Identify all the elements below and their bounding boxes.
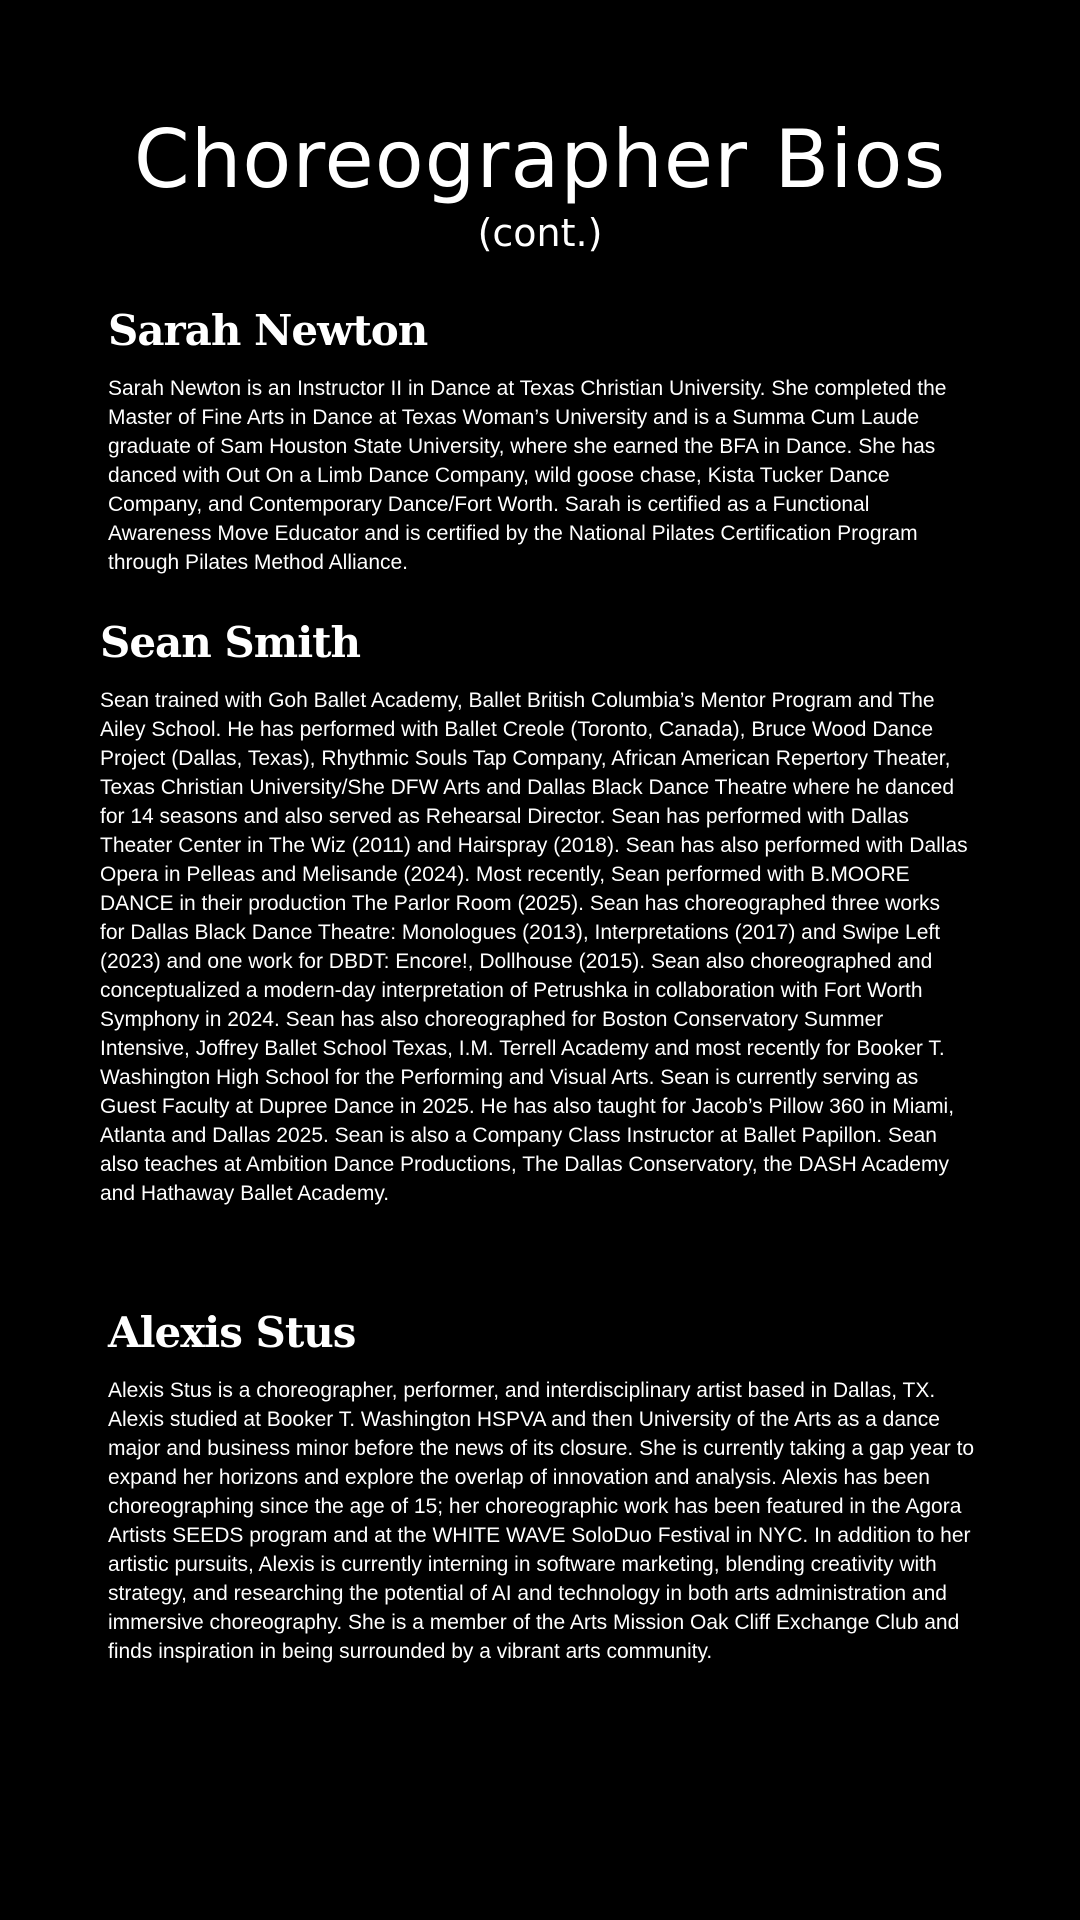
bio-text: Alexis Stus is a choreographer, performer, and interdisciplinary artist based in Dallas, TX. Alexis studied at Booker T. Washington HSPVA and then University of the Arts as a dance major and business minor before the news of its closure. She is currently taking a gap year to expand her horizons and explore the overlap of innovation and analysis. Alexis has been choreographing since the age of 15; her choreographic work has been featured in the Agora Artists SEEDS program and at the WHITE WAVE SoloDuo Festival in NYC. In addition to her artistic pursuits, Alexis is currently interning in software marketing, blending creativity with strategy, and researching the potential of AI and technology in both arts administration and immersive choreography. She is a member of the Arts Mission Oak Cliff Exchange Club and finds inspiration in being surrounded by a vibrant arts community. bbox=[108, 1379, 975, 1663]
bio-name: Alexis Stus bbox=[108, 1308, 356, 1357]
bio-name: Sarah Newton bbox=[108, 306, 428, 355]
page-title: Choreographer Bios bbox=[133, 113, 947, 206]
page-subtitle: (cont.) bbox=[477, 211, 603, 255]
bio-text: Sarah Newton is an Instructor II in Dance at Texas Christian University. She completed the Master of Fine Arts in Dance at Texas Woman’s University and is a Summa Cum Laude graduate of Sam Houston State University, where she earned the BFA in Dance. She has danced with Out On a Limb Dance Company, wild goose chase, Kista Tucker Dance Company, and Contemporary Dance/Fort Worth. Sarah is certified as a Functional Awareness Move Educator and is certified by the National Pilates Certification Program through Pilates Method Alliance. bbox=[108, 377, 947, 574]
bio-alexis-stus bbox=[108, 1308, 976, 1666]
bio-sarah-newton bbox=[108, 306, 976, 577]
bio-name: Sean Smith bbox=[100, 618, 361, 667]
bio-text: Sean trained with Goh Ballet Academy, Ballet British Columbia’s Mentor Program and The Ailey School. He has performed with Ballet Creole (Toronto, Canada), Bruce Wood Dance Project (Dallas, Texas), Rhythmic Souls Tap Company, African American Repertory Theater, Texas Christian University/She DFW Arts and Dallas Black Dance Theatre where he danced for 14 seasons and also served as Rehearsal Director. Sean has performed with Dallas Theater Center in The Wiz (2011) and Hairspray (2018). Sean has also performed with Dallas Opera in Pelleas and Melisande (2024). Most recently, Sean performed with B.MOORE DANCE in their production The Parlor Room (2025). Sean has choreographed three works for Dallas Black Dance Theatre: Monologues (2013), Interpretations (2017) and Swipe Left (2023) and one work for DBDT: Encore!, Dollhouse (2015). Sean also choreographed and conceptualized a modern-day interpretation of Petrushka in collaboration with Fort Worth Symphony in 2024. Sean has also choreographed for Boston Conservatory Summer Intensive, Joffrey Ballet School Texas, I.M. Terrell Academy and most recently for Booker T. Washington High School for the Performing and Visual Arts. Sean is currently serving as Guest Faculty at Dupree Dance in 2025. He has also taught for Jacob’s Pillow 360 in Miami, Atlanta and Dallas 2025. Sean is also a Company Class Instructor at Ballet Papillon. Sean also teaches at Ambition Dance Productions, The Dallas Conservatory, the DASH Academy and Hathaway Ballet Academy. bbox=[100, 689, 968, 1205]
bio-sean-smith bbox=[100, 618, 968, 1208]
